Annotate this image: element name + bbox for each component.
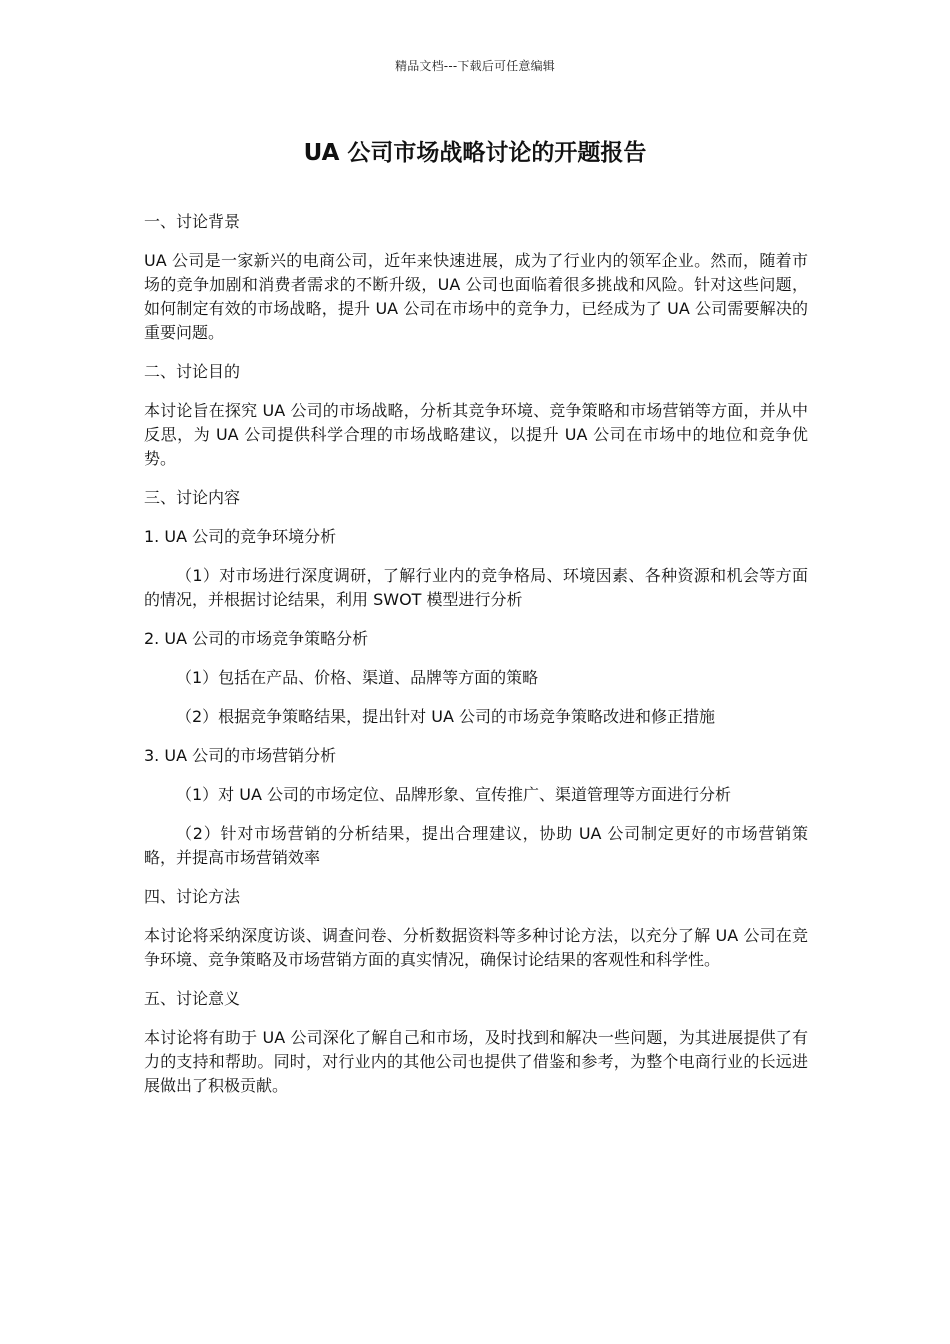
header-note: 精品文档---下载后可任意编辑	[395, 59, 555, 73]
content-item-3: 3. UA 公司的市场营销分析	[144, 746, 337, 765]
content-item-3-point-2: （2）针对市场营销的分析结果，提出合理建议，协助 UA 公司制定更好的市场营销策略，并提高市场营销效率	[144, 824, 808, 867]
content-item-3-point-1: （1）对 UA 公司的市场定位、品牌形象、宣传推广、渠道管理等方面进行分析	[176, 785, 732, 804]
document-title: UA 公司市场战略讨论的开题报告	[303, 140, 647, 166]
content-item-1: 1. UA 公司的竞争环境分析	[144, 527, 337, 546]
background-paragraph: UA 公司是一家新兴的电商公司，近年来快速进展，成为了行业内的领军企业。然而，随着市场的竞争加剧和消费者需求的不断升级，UA 公司也面临着很多挑战和风险。针对这些问题，如何制定有效的市场战略，提升 UA 公司在市场中的竞争力，已经成为了 UA 公司需要解决的重要问题。	[144, 251, 808, 342]
significance-paragraph: 本讨论将有助于 UA 公司深化了解自己和市场，及时找到和解决一些问题，为其进展提供了有力的支持和帮助。同时，对行业内的其他公司也提供了借鉴和参考，为整个电商行业的长远进展做出了积极贡献。	[144, 1028, 808, 1095]
content-item-2-point-1: （1）包括在产品、价格、渠道、品牌等方面的策略	[176, 668, 539, 687]
section-heading-significance: 五、讨论意义	[144, 989, 241, 1008]
section-heading-method: 四、讨论方法	[144, 887, 241, 906]
purpose-paragraph: 本讨论旨在探究 UA 公司的市场战略，分析其竞争环境、竞争策略和市场营销等方面，并从中反思，为 UA 公司提供科学合理的市场战略建议，以提升 UA 公司在市场中的地位和竞争优势。	[144, 401, 808, 468]
method-paragraph: 本讨论将采纳深度访谈、调查问卷、分析数据资料等多种讨论方法，以充分了解 UA 公司在竞争环境、竞争策略及市场营销方面的真实情况，确保讨论结果的客观性和科学性。	[144, 926, 808, 969]
section-heading-purpose: 二、讨论目的	[144, 362, 241, 381]
section-heading-content: 三、讨论内容	[144, 488, 241, 507]
section-heading-background: 一、讨论背景	[144, 212, 241, 231]
content-item-2: 2. UA 公司的市场竞争策略分析	[144, 629, 369, 648]
document-body	[144, 210, 808, 1113]
content-item-1-point-1: （1）对市场进行深度调研，了解行业内的竞争格局、环境因素、各种资源和机会等方面的情况，并根据讨论结果，利用 SWOT 模型进行分析	[144, 566, 808, 609]
content-item-2-point-2: （2）根据竞争策略结果，提出针对 UA 公司的市场竞争策略改进和修正措施	[176, 707, 716, 726]
